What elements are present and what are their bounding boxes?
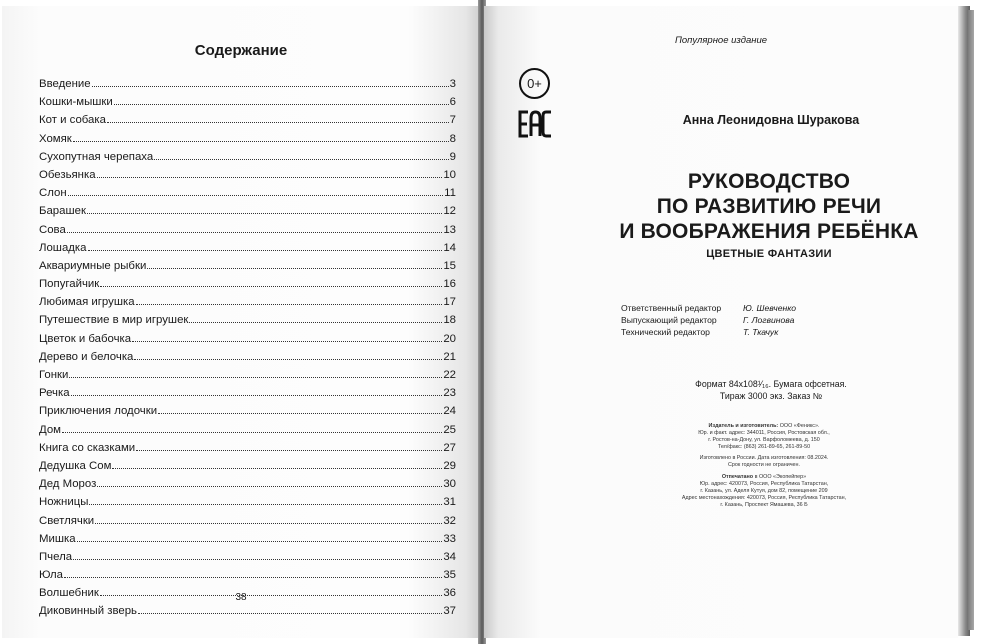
toc-entry-page: 24 [443,405,456,418]
toc-entry-page: 25 [443,423,456,436]
toc-entry-label: Барашек [39,205,86,218]
format-line: Формат 84х108¹⁄₁₆. Бумага офсетная. [695,379,847,389]
toc-entry [39,275,456,293]
toc-entry [39,421,456,439]
toc-entry-label: Диковинный зверь [39,605,137,618]
toc-entry-page: 23 [443,387,456,400]
toc-entry [39,202,456,220]
toc-entry [39,384,456,402]
toc-entry-page: 3 [449,78,456,90]
toc-dot-leader [73,558,442,560]
toc-entry [39,257,456,275]
toc-dot-leader [147,267,442,269]
toc-dot-leader [158,412,442,414]
toc-entry-page: 22 [443,369,456,381]
toc-entry-page: 13 [443,223,456,236]
toc-entry [39,366,456,384]
toc-entry [39,148,456,166]
toc-dot-leader [87,212,442,214]
toc-dot-leader [71,394,443,396]
toc-dot-leader [88,249,443,251]
book-title [579,169,959,260]
toc-entry-label: Гонки [39,369,69,381]
toc-dot-leader [62,431,442,433]
toc-entry-label: Любимая игрушка [39,296,135,309]
toc-dot-leader [73,140,449,142]
print-format [584,379,958,402]
imprint-line: г. Казань, Проспект Ямашева, 36 Б [720,501,808,508]
printer-name: в ООО «Экопейпер» [754,473,807,480]
toc-entry-page: 17 [443,296,456,309]
publisher-line [614,423,914,430]
toc-dot-leader [112,467,442,469]
toc-dot-leader [97,176,443,178]
toc-entry-page: 8 [449,132,456,145]
toc-entry-label: Попугайчик [39,278,100,291]
imprint-block [614,423,914,509]
toc-entry [39,457,456,475]
imprint-line: Адрес местонахождения: 420073, Россия, Республика Татарстан, [681,494,847,501]
toc-dot-leader [100,285,442,287]
toc-entry-label: Обезьянка [39,168,96,181]
publisher-name: ООО «Феникс». [779,423,820,429]
page-number: 38 [235,592,247,603]
toc-dot-leader [69,376,442,378]
imprint-line: Тел/факс: (863) 261-89-65, 261-89-50 [717,444,811,451]
editor-name: Г. Логвинова [743,315,795,325]
toc-entry [39,93,456,111]
editors-list [621,302,796,338]
edition-label: Популярное издание [674,35,768,46]
toc-entry-label: Сухопутная черепаха [39,150,154,163]
toc-entry [39,602,456,620]
editor-row [621,326,796,338]
toc-entry [39,166,456,184]
toc-entry-label: Дед Мороз [39,478,97,491]
toc-dot-leader [67,231,443,233]
toc-entry-label: Лошадка [39,241,87,254]
toc-entry-label: Пчела [39,550,73,563]
toc-dot-leader [92,85,449,87]
toc-entry [39,293,456,311]
toc-dot-leader [114,103,449,105]
toc-entry-label: Ножницы [39,496,89,509]
eac-certification-icon [518,109,552,144]
toc-entry-label: Слон [39,187,67,200]
imprint-line: г. Ростов-на-Дону, ул. Варфоломеева, д. 150 [708,437,820,444]
toc-dot-leader [107,121,449,123]
toc-entry [39,439,456,457]
toc-dot-leader [97,485,442,487]
toc-entry [39,566,456,584]
toc-entry-page: 37 [443,605,456,618]
toc-entry [39,548,456,566]
toc-entry-page: 35 [443,569,456,582]
author-name: Анна Леонидовна Шуракова [682,113,860,127]
toc-entry [39,75,456,93]
toc-dot-leader [64,576,442,578]
toc-entry [39,311,456,329]
toc-entry-label: Юла [39,569,63,582]
editor-role: Выпускающий редактор [621,315,717,325]
circulation-line: Тираж 3000 экз. Заказ № [719,390,823,401]
editor-name: Ю. Шевченко [743,303,797,313]
toc-dot-leader [132,340,442,342]
toc-entry-page: 7 [449,114,456,127]
toc-entry-page: 21 [443,350,456,363]
toc-entry-page: 36 [443,587,456,600]
toc-entry-page: 32 [443,514,456,527]
toc-dot-leader [95,522,442,524]
toc-entry-label: Дедушка Сом [39,459,112,472]
toc-title: Содержание [194,42,288,59]
printer-line [614,474,914,481]
imprint-line: г. Казань, ул. Аделя Кутуя, дом 82, помещение 209 [700,487,828,494]
toc-dot-leader [136,303,443,305]
toc-entry-label: Хомяк [39,132,72,145]
toc-entry-label: Приключения лодочки [39,405,158,418]
toc-entry-label: Сова [39,223,66,236]
toc-entry-page: 33 [443,532,456,545]
publisher-label: Издатель и изготовитель: [708,423,779,429]
title-line: РУКОВОДСТВО [687,170,851,193]
toc-entry [39,130,456,148]
toc-entry-label: Дом [39,423,62,436]
toc-entry [39,530,456,548]
toc-entry-page: 31 [443,496,456,509]
toc-entry-label: Цветок и бабочка [39,332,132,345]
toc-dot-leader [154,158,448,160]
left-page [2,6,480,638]
toc-entry-label: Кошки-мышки [39,96,113,109]
book-cover-edge [968,10,974,630]
editor-role: Технический редактор [621,327,710,337]
toc-entry [39,239,456,257]
toc-entry-page: 34 [443,550,456,563]
toc-entry-label: Введение [39,78,91,90]
title-line: И ВООБРАЖЕНИЯ РЕБЁНКА [619,220,919,243]
toc-entry [39,111,456,129]
toc-entry-label: Речка [39,387,70,400]
title-line: ПО РАЗВИТИЮ РЕЧИ [656,195,882,218]
toc-entry-page: 6 [449,96,456,109]
toc-entry-page: 9 [449,150,456,163]
toc-entry-label: Мишка [39,532,76,545]
toc-entry [39,184,456,202]
toc-entry [39,330,456,348]
toc-entry [39,221,456,239]
toc-entry-page: 18 [443,314,456,327]
editor-row [621,314,796,326]
toc-entry-page: 30 [443,478,456,491]
editor-row [621,302,796,314]
right-page [484,6,958,638]
toc-entry-page: 16 [443,278,456,291]
toc-entry [39,348,456,366]
toc-entry [39,493,456,511]
imprint-line: Юр. адрес: 420073, Россия, Республика Татарстан, [699,480,829,487]
imprint-line: Юр. и факт. адрес: 344011, Россия, Ростовская обл., [698,430,830,437]
toc-entry-label: Волшебник [39,587,99,600]
toc-entry-label: Аквариумные рыбки [39,259,147,272]
book-subtitle: ЦВЕТНЫЕ ФАНТАЗИИ [706,248,832,260]
toc-entry-label: Светлячки [39,514,95,527]
toc-dot-leader [189,321,442,323]
imprint-line: Срок годности не ограничен. [728,462,800,469]
toc-entry-page: 10 [443,168,456,181]
toc-dot-leader [136,449,442,451]
toc-entry-page: 29 [443,459,456,472]
toc-entry [39,512,456,530]
toc-entry [39,402,456,420]
toc-entry-label: Дерево и белочка [39,350,134,363]
toc-entry [39,475,456,493]
editor-name: Т. Ткачук [743,327,779,337]
printer-label: Отпечатано [721,473,754,480]
imprint-line: Изготовлено в России. Дата изготовления: 08.2024. [699,455,829,462]
toc-entry-page: 11 [444,187,456,200]
toc-entry-page: 20 [443,332,456,345]
toc-entry-page: 14 [443,241,456,254]
toc-dot-leader [138,612,442,614]
toc-entry-label: Кот и собака [39,114,106,127]
toc-entry-page: 12 [443,205,456,218]
toc-dot-leader [77,540,443,542]
toc-dot-leader [134,358,442,360]
toc-list [39,75,456,621]
toc-dot-leader [89,503,442,505]
age-rating-badge: 0+ [519,68,550,99]
toc-entry-page: 15 [443,259,456,272]
editor-role: Ответственный редактор [621,303,722,313]
toc-entry-label: Книга со сказками [39,441,136,454]
toc-entry-label: Путешествие в мир игрушек [39,314,189,327]
toc-dot-leader [68,194,444,196]
toc-entry-page: 27 [443,441,456,454]
